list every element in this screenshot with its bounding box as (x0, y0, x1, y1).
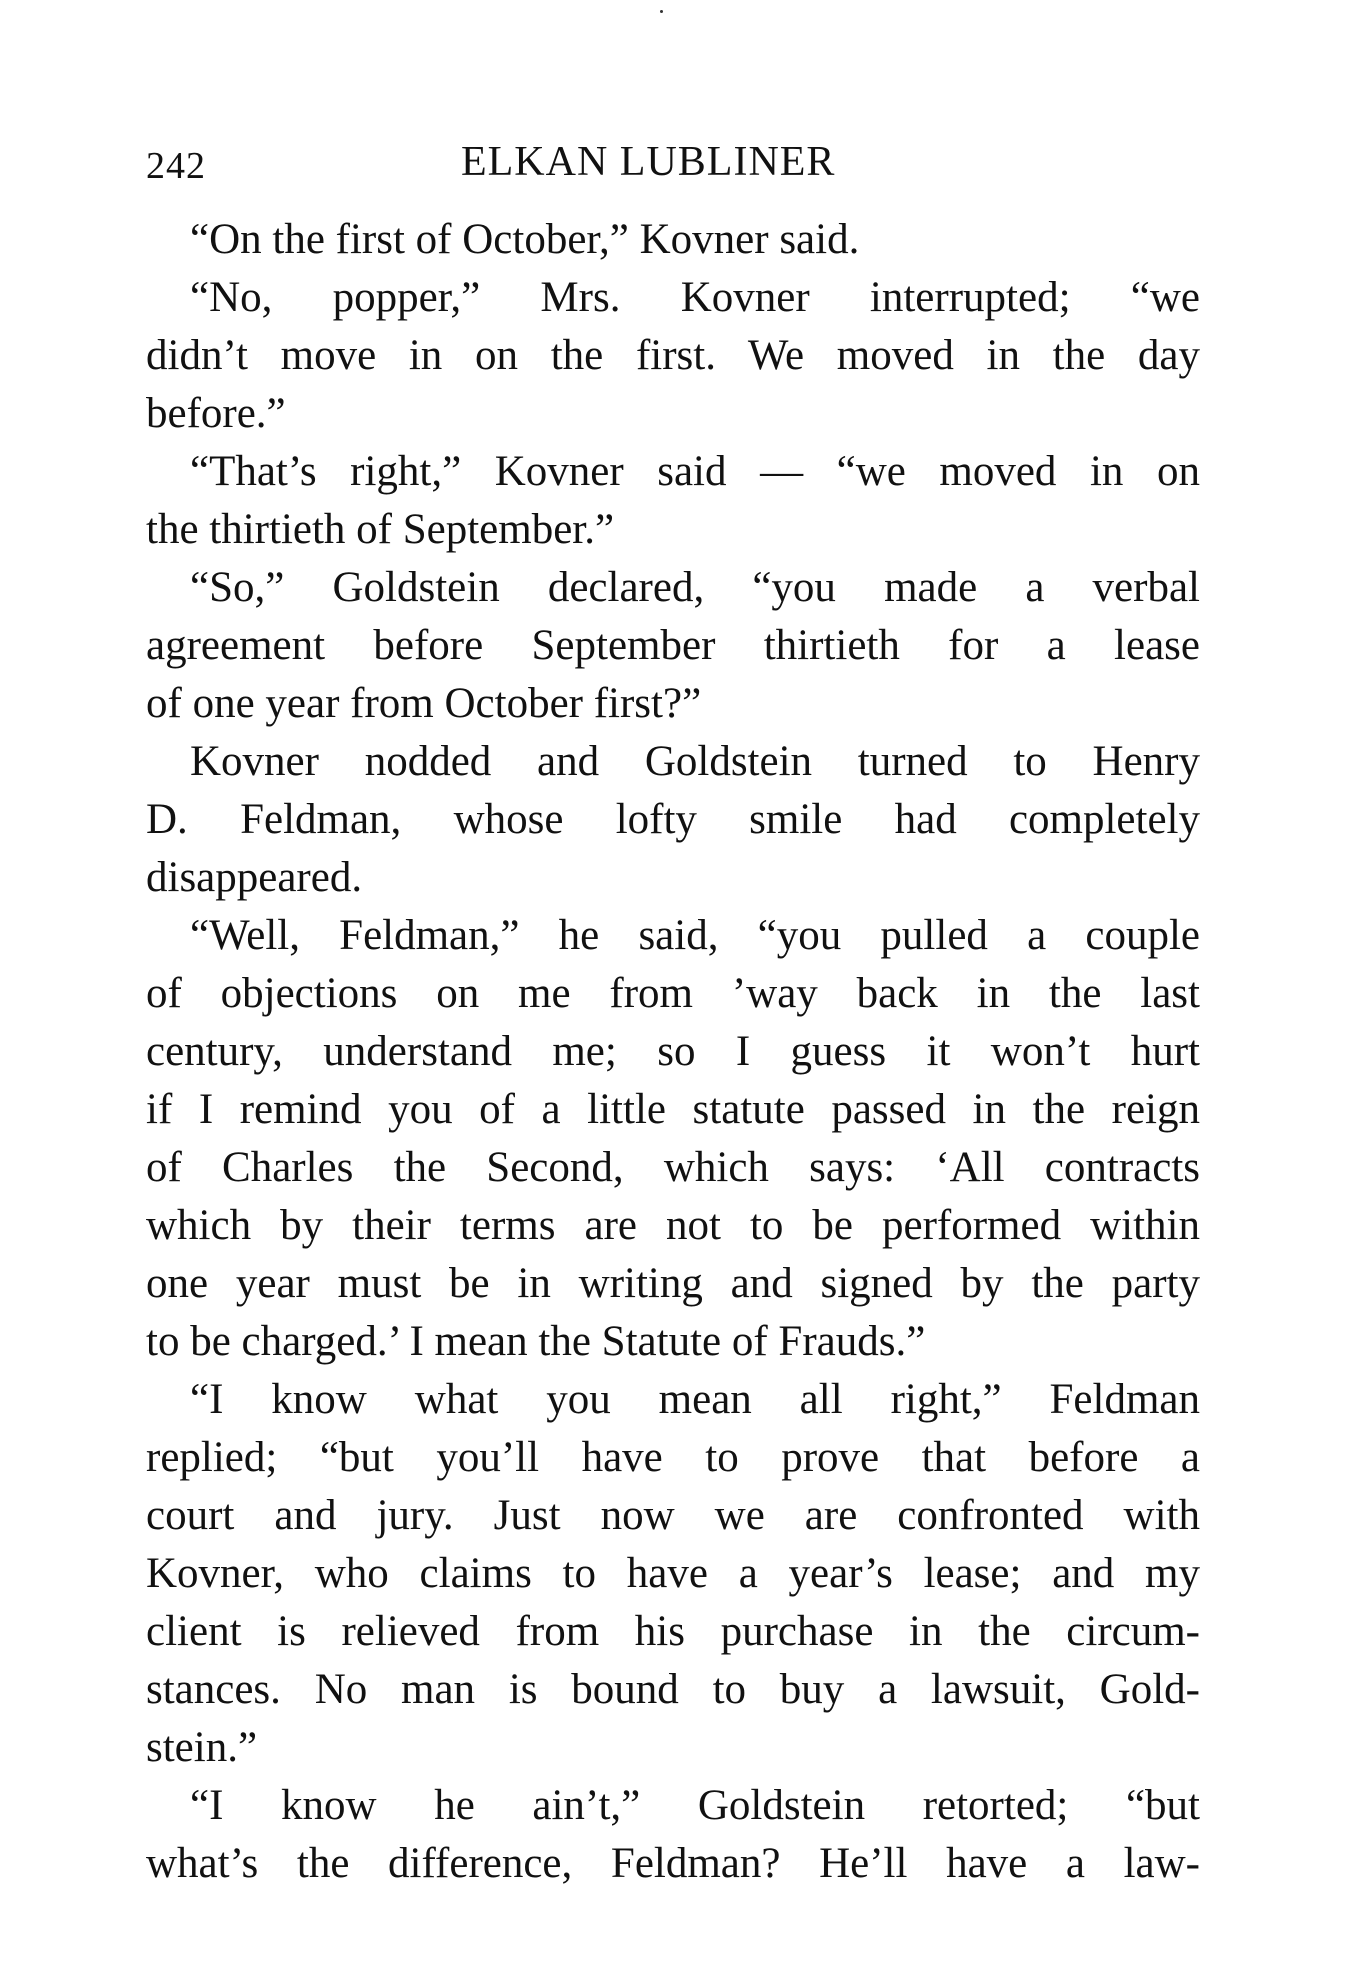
text-line: one year must be in writing and signed by the party (146, 1260, 1200, 1307)
text-line: to be charged.’ I mean the Statute of Frauds.” (146, 1318, 926, 1365)
text-line: if I remind you of a little statute passed in the reign (146, 1086, 1200, 1133)
text-line: agreement before September thirtieth for a lease (146, 622, 1200, 669)
text-line: “That’s right,” Kovner said — “we moved in on (190, 448, 1200, 495)
text-line: Kovner, who claims to have a year’s lease; and my (146, 1550, 1200, 1597)
text-line: stances. No man is bound to buy a lawsuit, Gold- (146, 1666, 1200, 1713)
text-line: “Well, Feldman,” he said, “you pulled a couple (190, 912, 1200, 959)
text-line: stein.” (146, 1724, 258, 1771)
text-line: “So,” Goldstein declared, “you made a verbal (190, 564, 1200, 611)
text-line: court and jury. Just now we are confronted with (146, 1492, 1200, 1539)
page-header (146, 138, 1200, 198)
text-line: “No, popper,” Mrs. Kovner interrupted; “we (190, 274, 1200, 321)
text-line: “I know what you mean all right,” Feldman (190, 1376, 1200, 1423)
ink-speck (660, 10, 663, 13)
text-line: replied; “but you’ll have to prove that before a (146, 1434, 1200, 1481)
text-line: of Charles the Second, which says: ‘All contracts (146, 1144, 1200, 1191)
text-line: of objections on me from ’way back in the last (146, 970, 1200, 1017)
text-line: client is relieved from his purchase in the circum- (146, 1608, 1200, 1655)
text-line: before.” (146, 390, 286, 437)
page-number: 242 (146, 145, 206, 187)
text-line: D. Feldman, whose lofty smile had completely (146, 796, 1200, 843)
text-line: of one year from October first?” (146, 680, 702, 727)
text-line: the thirtieth of September.” (146, 506, 615, 553)
text-line: didn’t move in on the first. We moved in the day (146, 332, 1200, 379)
body-text (146, 211, 1200, 1893)
text-line: century, understand me; so I guess it won’t hurt (146, 1028, 1200, 1075)
text-line: which by their terms are not to be performed within (146, 1202, 1200, 1249)
text-line: Kovner nodded and Goldstein turned to Henry (190, 738, 1200, 785)
running-head: ELKAN LUBLINER (461, 139, 836, 185)
text-line: what’s the difference, Feldman? He’ll have a law- (146, 1840, 1200, 1887)
text-line: disappeared. (146, 854, 363, 901)
text-line: “On the first of October,” Kovner said. (190, 216, 860, 263)
text-line: “I know he ain’t,” Goldstein retorted; “but (190, 1782, 1200, 1829)
